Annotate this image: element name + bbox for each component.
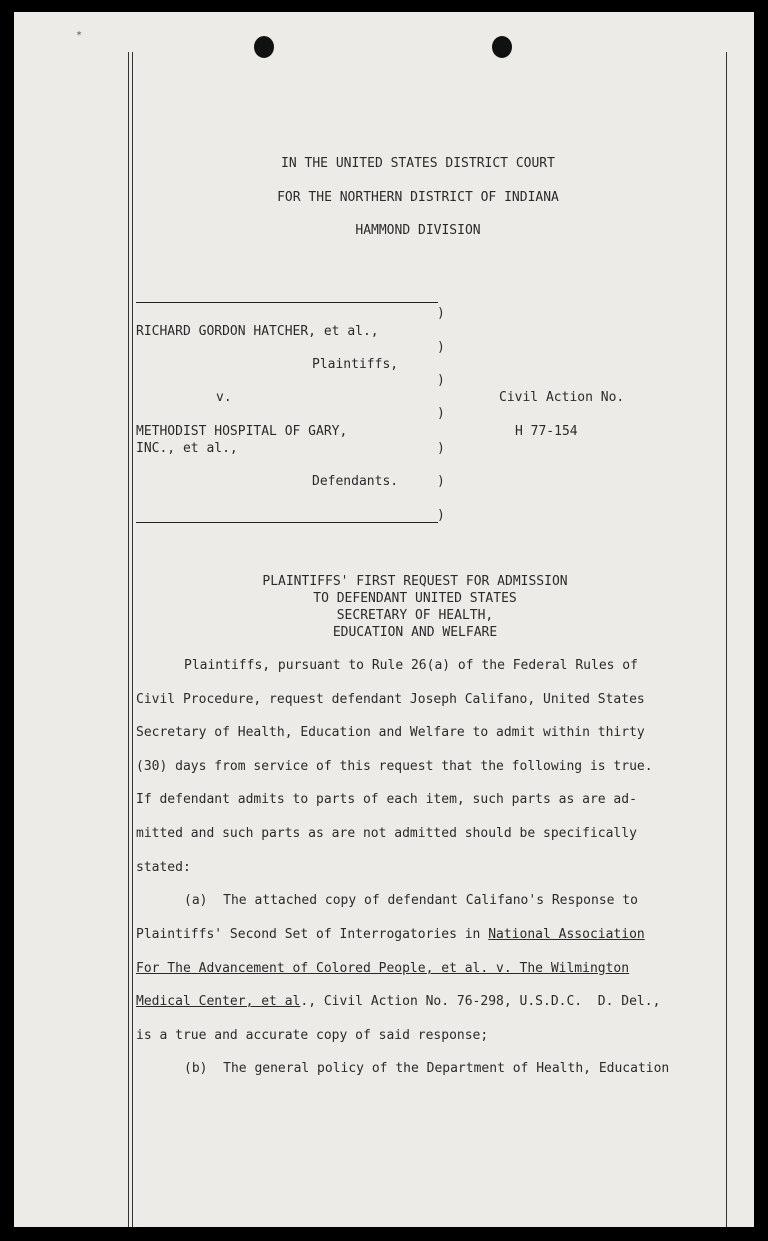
defendant-name-line-1: METHODIST HOSPITAL OF GARY, — [136, 424, 348, 439]
body-line: mitted and such parts as are not admitted should be specifically — [136, 826, 637, 841]
item-a-text: Plaintiffs' Second Set of Interrogatories in — [136, 927, 489, 942]
court-heading-line-1: IN THE UNITED STATES DISTRICT COURT — [281, 156, 555, 171]
plaintiff-name: RICHARD GORDON HATCHER, et al., — [136, 324, 379, 339]
request-title-line-4: EDUCATION AND WELFARE — [332, 625, 498, 640]
caption-bottom-line — [136, 522, 438, 523]
civil-action-number: H 77-154 — [515, 424, 578, 439]
item-a-text: ., Civil Action No. 76-298, U.S.D.C. D. Del., — [300, 994, 661, 1009]
caption-paren: ) — [437, 373, 445, 388]
body-line: If defendant admits to parts of each item, such parts as are ad- — [136, 792, 637, 807]
item-b-line-1: (b) The general policy of the Department of Health, Education — [184, 1061, 670, 1076]
court-heading-line-3: HAMMOND DIVISION — [355, 223, 481, 238]
item-a-line-4 — [136, 994, 660, 1010]
plaintiff-role: Plaintiffs, — [312, 357, 399, 372]
item-a-line-1: (a) The attached copy of defendant Califano's Response to — [184, 893, 638, 908]
request-title-line-1: PLAINTIFFS' FIRST REQUEST FOR ADMISSION — [262, 574, 568, 589]
body-line: Secretary of Health, Education and Welfare to admit within thirty — [136, 725, 645, 740]
body-line: (30) days from service of this request that the following is true. — [136, 759, 653, 774]
request-title-line-3: SECRETARY OF HEALTH, — [336, 608, 494, 623]
caption-paren: ) — [437, 306, 445, 321]
case-name-underlined: Medical Center, et al — [136, 994, 301, 1009]
caption-paren: ) — [437, 474, 445, 489]
body-line: stated: — [136, 860, 191, 875]
caption-paren: ) — [437, 508, 445, 523]
versus: v. — [216, 390, 232, 405]
defendant-name-line-2: INC., et al., — [136, 441, 238, 456]
caption-top-line — [136, 302, 438, 303]
punch-hole-right — [492, 36, 512, 58]
punch-hole-left — [254, 36, 274, 58]
civil-action-label: Civil Action No. — [499, 390, 625, 405]
caption-paren: ) — [437, 441, 445, 456]
court-heading-line-2: FOR THE NORTHERN DISTRICT OF INDIANA — [277, 190, 559, 205]
case-name-underlined: For The Advancement of Colored People, et al. v. The Wilmington — [136, 961, 630, 976]
defendant-role: Defendants. — [312, 474, 399, 489]
body-line: Civil Procedure, request defendant Joseph Califano, United States — [136, 692, 645, 707]
body-line: Plaintiffs, pursuant to Rule 26(a) of the Federal Rules of — [184, 658, 638, 673]
item-a-line-5: is a true and accurate copy of said response; — [136, 1028, 489, 1043]
document-page — [14, 12, 754, 1227]
item-a-line-2 — [136, 927, 645, 943]
request-title-line-2: TO DEFENDANT UNITED STATES — [313, 591, 517, 606]
caption-paren: ) — [437, 340, 445, 355]
case-name-underlined: National Association — [488, 927, 645, 942]
caption-paren: ) — [437, 406, 445, 421]
page-mark: * — [76, 30, 83, 41]
